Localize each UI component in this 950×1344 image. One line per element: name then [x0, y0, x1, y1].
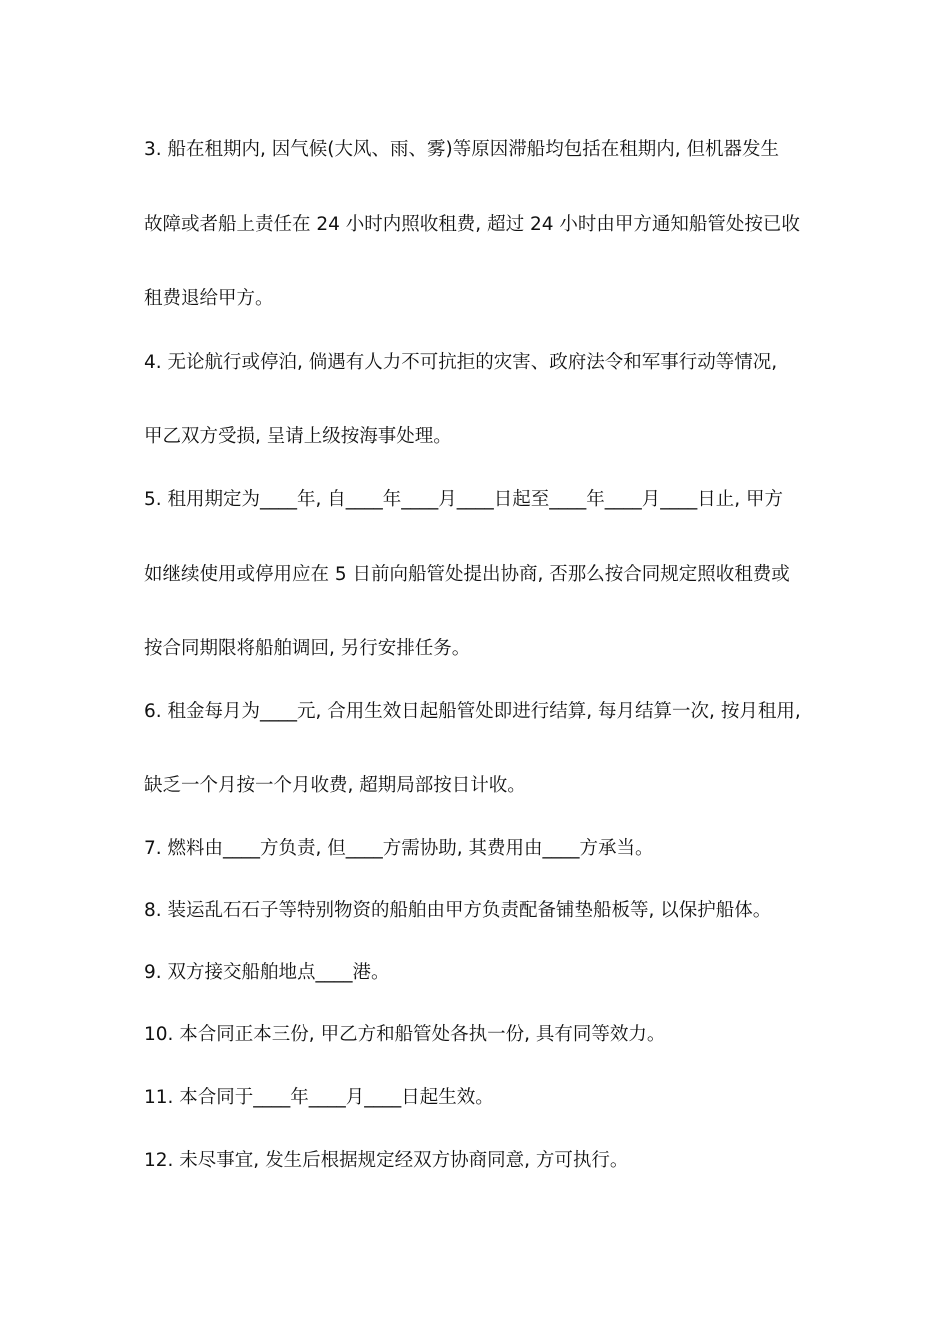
- clause-12: 12. 未尽事宜, 发生后根据规定经双方协商同意, 方可执行。: [144, 1150, 629, 1171]
- clause-5-line-3: 按合同期限将船舶调回, 另行安排任务。: [144, 638, 471, 659]
- clause-10: 10. 本合同正本三份, 甲乙方和船管处各执一份, 具有同等效力。: [144, 1024, 666, 1045]
- clause-3-line-1: 3. 船在租期内, 因气候(大风、雨、雾)等原因滞船均包括在租期内, 但机器发生: [144, 139, 779, 160]
- clause-4-line-2: 甲乙双方受损, 呈请上级按海事处理。: [144, 426, 452, 447]
- clause-3-line-2: 故障或者船上责任在 24 小时内照收租费, 超过 24 小时由甲方通知船管处按已收: [144, 214, 800, 235]
- clause-5-line-2: 如继续使用或停用应在 5 日前向船管处提出协商, 否那么按合同规定照收租费或: [144, 564, 790, 585]
- clause-4-line-1: 4. 无论航行或停泊, 倘遇有人力不可抗拒的灾害、政府法令和军事行动等情况,: [144, 352, 778, 373]
- clause-3-line-3: 租费退给甲方。: [144, 288, 274, 309]
- clause-7: 7. 燃料由____方负责, 但____方需协助, 其费用由____方承当。: [144, 838, 654, 859]
- clause-6-line-1: 6. 租金每月为____元, 合用生效日起船管处即进行结算, 每月结算一次, 按月租用,: [144, 701, 801, 722]
- clause-9: 9. 双方接交船舶地点____港。: [144, 962, 390, 983]
- clause-6-line-2: 缺乏一个月按一个月收费, 超期局部按日计收。: [144, 775, 526, 796]
- clause-8: 8. 装运乱石石子等特别物资的船舶由甲方负责配备铺垫船板等, 以保护船体。: [144, 900, 772, 921]
- clause-5-line-1: 5. 租用期定为____年, 自____年____月____日起至____年____月____日止, 甲方: [144, 489, 784, 510]
- clause-11: 11. 本合同于____年____月____日起生效。: [144, 1087, 494, 1108]
